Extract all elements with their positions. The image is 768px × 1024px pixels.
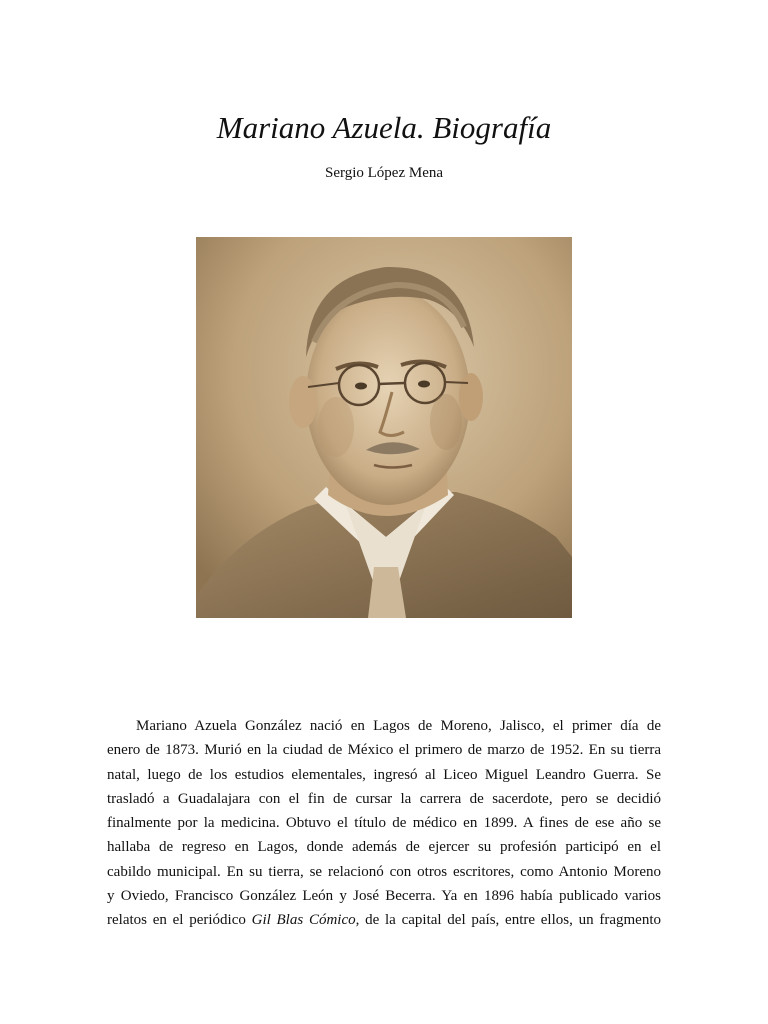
page-title: Mariano Azuela. Biografía — [216, 110, 552, 145]
portrait-photo — [196, 237, 572, 618]
line-text-after: , de la capital del país, entre ellos, un fragmento — [355, 912, 661, 929]
paragraph-line: finalmente por la medicina. Obtuvo el título de médico en 1899. A fines de ese año se — [107, 815, 661, 832]
paragraph-line-last — [107, 908, 661, 932]
body-paragraph — [107, 714, 661, 933]
paragraph-line: cabildo municipal. En su tierra, se relacionó con otros escritores, como Antonio Moreno — [107, 863, 661, 880]
periodical-title: Gil Blas Cómico — [251, 912, 356, 929]
paragraph-line: trasladó a Guadalajara con el fin de cursar la carrera de sacerdote, pero se decidió — [107, 790, 661, 807]
paragraph-line: enero de 1873. Murió en la ciudad de México el primero de marzo de 1952. En su tierra — [107, 742, 661, 759]
paragraph-line: hallaba de regreso en Lagos, donde además de ejercer su profesión participó en el — [107, 839, 661, 856]
line-text-before: relatos en el periódico — [107, 912, 252, 929]
paragraph-line: Mariano Azuela González nació en Lagos de Moreno, Jalisco, el primer día de — [136, 718, 661, 734]
paragraph-line: y Oviedo, Francisco González León y José Becerra. Ya en 1896 había publicado varios — [107, 888, 661, 905]
author-name: Sergio López Mena — [324, 165, 444, 181]
paragraph-line: natal, luego de los estudios elementales, ingresó al Liceo Miguel Leandro Guerra. Se — [107, 766, 661, 783]
